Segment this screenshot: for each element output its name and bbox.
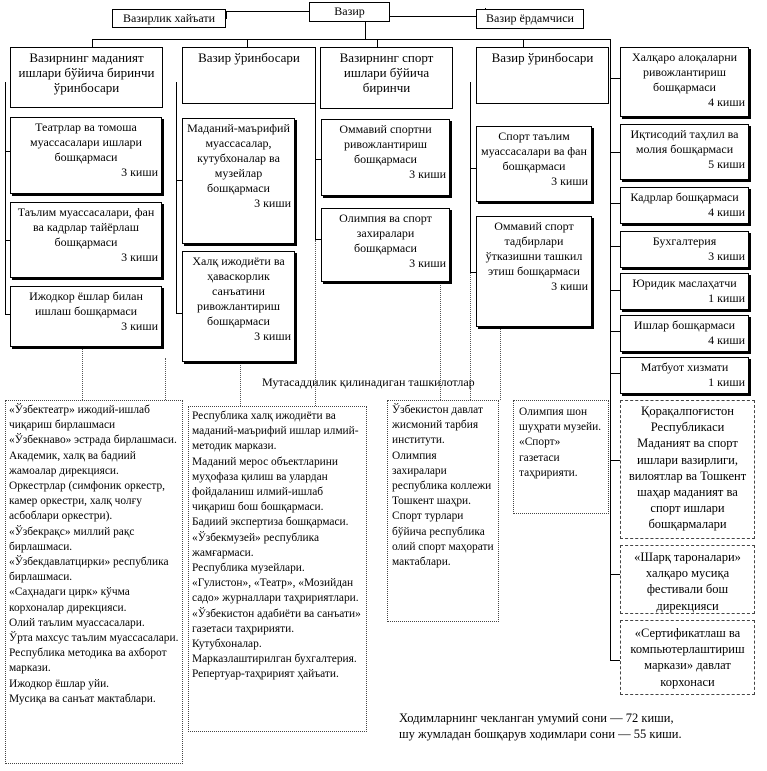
connector-line [92, 39, 611, 40]
staff-total-note [399, 710, 682, 742]
connector-line [92, 39, 93, 47]
subordinate-list-2 [188, 406, 367, 732]
connector-line [226, 11, 227, 19]
department-name: Таълим муассасалари, фан ва кадрлар тайёрлаш бошқармаси [17, 205, 155, 249]
department-name: Халқаро алоқаларни ривожлантириш бошқармаси [631, 50, 738, 94]
department-name: Халқ ижодиёти ва ҳаваскорлик санъатини ривожлантириш бошқармаси [192, 254, 285, 328]
staff-count: 4 киши [708, 95, 745, 109]
connector-line [610, 460, 620, 461]
connector-line [247, 39, 248, 47]
subordinate-item: Олимпия захиралари республика коллежи Тошкент шаҳри. [392, 449, 492, 508]
department-box [476, 126, 592, 202]
deputy-box-3 [320, 47, 453, 109]
deputy-label-1: Вазирнинг маданият ишлари бўйича биринчи ўринбосари [18, 50, 155, 95]
subordinate-item: Мусиқа ва санъат мактаблари. [9, 692, 156, 705]
staff-count: 3 киши [121, 319, 158, 333]
staff-count: 5 киши [708, 157, 745, 171]
subordinate-item: «Ўзбектеатр» ижодий-ишлаб чиқариш бирлашмаси [9, 404, 150, 432]
connector-line [610, 203, 620, 204]
connector-line [610, 290, 620, 291]
department-name: Кадрлар бошқармаси [630, 190, 739, 204]
subordinate-item: «Спорт» газетаси таҳририяти. [519, 436, 578, 479]
subordinate-item: «Шарқ тароналари» халқаро мусиқа фестивали бош дирекцияси [634, 550, 741, 613]
staff-count: 3 киши [551, 279, 588, 293]
department-box [620, 124, 749, 180]
staff-count: 3 киши [121, 250, 158, 264]
minister-label: Вазир [334, 4, 365, 18]
subordinate-item: Маданий мерос объектларини муҳофаза қилиш ва улардан фойдаланиш илмий-ишлаб чиқариш бош бошқармаси. [192, 455, 338, 514]
department-box [620, 47, 749, 117]
staff-count: 3 киши [409, 256, 446, 270]
department-box [620, 187, 749, 224]
department-name: Оммавий спортни ривожлантириш бошқармаси [339, 122, 432, 166]
department-name: Юридик маслаҳатчи [632, 276, 737, 290]
department-name: Театрлар ва томоша муассасалари ишлари бошқармаси [30, 120, 142, 164]
staff-count: 3 киши [121, 165, 158, 179]
department-box [321, 208, 450, 282]
subordinate-item: «Гулистон», «Театр», «Мозийдан садо» журналлари таҳририятлари. [192, 577, 359, 605]
department-box [321, 119, 450, 196]
connector-line [610, 660, 620, 661]
subordinate-item: Спорт турлари бўйича республика олий спорт маҳорати мактаблари. [392, 510, 494, 569]
connector-line [470, 82, 471, 273]
department-name: Олимпия ва спорт захиралари бошқармаси [339, 211, 432, 255]
certification-center-box [620, 620, 755, 695]
staff-management-line: шу жумладан бошқарув ходимлари сони — 55 киши. [399, 727, 682, 741]
subordinate-item: «Ўзбекистон адабиёти ва санъати» газетаси таҳририяти. [192, 607, 361, 635]
department-name: Иқтисодий таҳлил ва молия бошқармаси [630, 127, 739, 156]
connector-line [610, 331, 620, 332]
department-box [620, 231, 749, 268]
connector-line [610, 78, 620, 79]
department-box [476, 216, 592, 327]
staff-count: 3 киши [551, 174, 588, 188]
subordinate-item: Олий таълим муассасалари. [9, 616, 145, 629]
subordinate-item: Ижодкор ёшлар уйи. [9, 677, 110, 690]
collegium-box [112, 9, 226, 28]
department-box [10, 202, 162, 278]
dotted-connector [240, 362, 241, 406]
department-name: Бухгалтерия [652, 234, 717, 248]
minister-box [309, 2, 390, 22]
department-box [620, 315, 749, 352]
connector-line [389, 16, 485, 17]
subordinate-item: «Саҳнадаги цирк» кўчма корхоналар дирекцияси. [9, 586, 130, 614]
department-name: Ишлар бошқармаси [633, 318, 736, 332]
department-box [10, 117, 162, 194]
collegium-label: Вазирлик хайъати [122, 11, 216, 25]
connector-line [315, 82, 316, 240]
department-box [620, 273, 749, 310]
regional-departments-box [620, 400, 755, 539]
subordinate-item: Ўрта махсус таълим муассасалари. [9, 632, 179, 645]
subordinate-item: «Ўзбекнаво» эстрада бирлашмаси. [9, 434, 177, 447]
staff-count: 3 киши [254, 329, 291, 343]
subordinate-item: Репертуар-таҳририят ҳайъати. [192, 668, 339, 681]
subordinate-item: Республика музейлари. [192, 562, 305, 575]
connector-line [5, 82, 6, 315]
subordinate-item: «Ўзбекрақс» миллий рақс бирлашмаси. [9, 525, 135, 553]
staff-count: 4 киши [708, 333, 745, 347]
connector-line [610, 39, 611, 661]
deputy-box-2 [182, 47, 316, 104]
department-name: Матбуот хизмати [640, 360, 729, 374]
department-box [10, 286, 162, 347]
subordinate-list-4 [513, 400, 609, 514]
subordinate-item: Кутубхоналар. [192, 638, 262, 651]
assistant-label: Вазир ёрдамчиси [486, 11, 574, 25]
connector-line [176, 82, 177, 314]
connector-line [377, 39, 378, 47]
festival-directorate-box [620, 545, 755, 614]
connector-line [610, 152, 620, 153]
deputy-label-4: Вазир ўринбосари [491, 50, 594, 65]
subordinate-item: «Сертификатлаш ва компьютерлаштириш маркази» давлат корхонаси [630, 626, 745, 689]
subordinate-item: Республика методика ва ахборот маркази. [9, 647, 167, 675]
dotted-connector [165, 358, 166, 400]
department-name: Оммавий спорт тадбирлари ўтказишни ташкил этиш бошқармаси [485, 219, 583, 278]
subordinate-item: Оркестрлар (симфоник оркестр, камер оркестри, халқ чолғу асбоблари оркестри). [9, 480, 166, 523]
subordinate-item: Марказлаштирилган бухгалтерия. [192, 653, 357, 666]
staff-count: 3 киши [254, 196, 291, 210]
department-name: Ижодкор ёшлар билан ишлаш бошқармаси [29, 289, 143, 318]
subordinate-item: Ўзбекистон давлат жисмоний тарбия институти. [392, 404, 483, 447]
subordinate-item: «Ўзбекмузей» республика жамғармаси. [192, 531, 320, 559]
connector-line [610, 574, 620, 575]
connector-line [610, 246, 620, 247]
connector-line [365, 21, 366, 39]
deputy-label-2: Вазир ўринбосари [198, 50, 300, 65]
staff-count: 4 киши [708, 205, 745, 219]
department-box [182, 251, 295, 362]
dotted-connector [82, 348, 83, 400]
subordinates-title: Мутасаддилик қилинадиган ташкилотлар [262, 375, 475, 389]
subordinate-item: Академик, халқ ва бадиий жамоалар дирекцияси. [9, 449, 136, 477]
staff-count: 1 киши [708, 291, 745, 305]
staff-total-line: Ходимларнинг чекланган умумий сони — 72 киши, [399, 711, 674, 725]
subordinate-item: Қорақалпоғистон Республикаси Маданият ва спорт ишлари вазирлиги, вилоятлар ва Тошкент шаҳар маданият ва спорт ишлари бошқармалари [628, 404, 747, 532]
deputy-label-3: Вазирнинг спорт ишлари бўйича биринчи [339, 50, 434, 95]
staff-count: 1 киши [708, 375, 745, 389]
subordinate-item: Бадиий экспертиза бошқармаси. [192, 516, 349, 529]
assistant-box [476, 9, 584, 29]
subordinate-list-1 [5, 400, 183, 764]
connector-line [523, 39, 524, 47]
dotted-connector [500, 328, 501, 400]
department-box [620, 357, 749, 394]
department-name: Спорт таълим муассасалари ва фан бошқармаси [481, 129, 587, 173]
connector-line [226, 11, 310, 12]
subordinate-list-3 [387, 400, 499, 622]
connector-line [610, 373, 620, 374]
department-name: Маданий-маърифий муассасалар, кутубхоналар ва музейлар бошқармаси [187, 121, 290, 195]
deputy-box-4 [476, 47, 609, 104]
staff-count: 3 киши [708, 249, 745, 263]
department-box [182, 118, 295, 244]
subordinate-item: «Ўзбекдавлатцирки» республика бирлашмаси. [9, 556, 169, 584]
deputy-box-1 [10, 47, 163, 108]
staff-count: 3 киши [409, 167, 446, 181]
subordinate-item: Республика халқ ижодиёти ва маданий-маърифий ишлар илмий-методик маркази. [192, 410, 359, 453]
subordinate-item: Олимпия шон шуҳрати музейи. [519, 406, 602, 434]
